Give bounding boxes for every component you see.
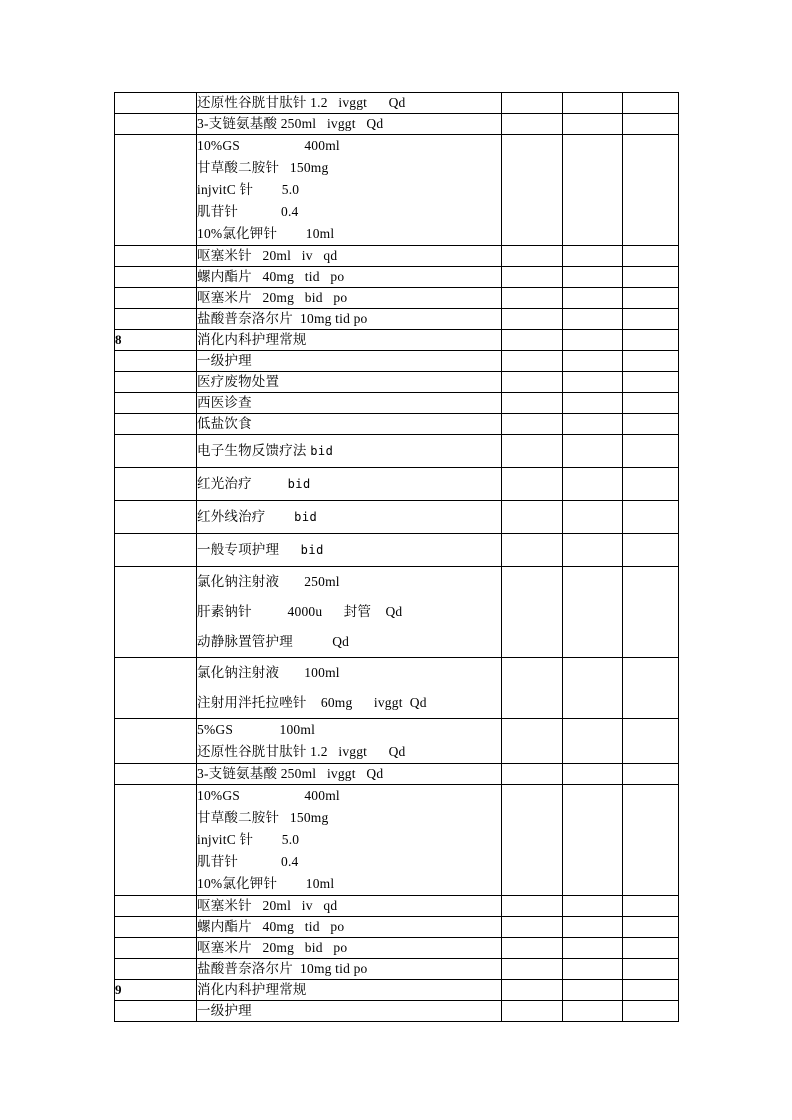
- date-column-cell: [563, 393, 623, 414]
- signature-column-cell: [502, 309, 563, 330]
- date-column-cell: [563, 351, 623, 372]
- order-content-cell: 一级护理: [197, 1001, 502, 1022]
- order-number-cell-empty: [115, 468, 197, 501]
- order-line: 注射用泮托拉唑针 60mg ivggt Qd: [197, 695, 427, 710]
- frequency-label: bid: [294, 510, 318, 524]
- signature-column-cell: [502, 246, 563, 267]
- nurse-column-cell: [623, 93, 679, 114]
- table-row: [115, 288, 679, 309]
- nurse-column-cell: [623, 658, 679, 719]
- order-number-cell-empty: [115, 785, 197, 896]
- table-row: [115, 393, 679, 414]
- order-content-cell: 医疗废物处置: [197, 372, 502, 393]
- nurse-column-cell: [623, 114, 679, 135]
- signature-column-cell: [502, 658, 563, 719]
- order-line: 氯化钠注射液 100ml: [197, 665, 340, 680]
- therapy-label: 红外线治疗: [197, 509, 266, 524]
- order-content-cell: 消化内科护理常规: [197, 330, 502, 351]
- signature-column-cell: [502, 114, 563, 135]
- signature-column-cell: [502, 468, 563, 501]
- order-content-cell: 西医诊查: [197, 393, 502, 414]
- nurse-column-cell: [623, 468, 679, 501]
- nurse-column-cell: [623, 414, 679, 435]
- order-content-cell: [197, 567, 502, 658]
- date-column-cell: [563, 959, 623, 980]
- table-row: [115, 785, 679, 896]
- therapy-label: 红光治疗: [197, 476, 252, 491]
- table-row: [115, 719, 679, 764]
- order-content-cell: [197, 501, 502, 534]
- nurse-column-cell: [623, 351, 679, 372]
- order-content-cell: 消化内科护理常规: [197, 980, 502, 1001]
- order-number-cell-empty: [115, 393, 197, 414]
- signature-column-cell: [502, 567, 563, 658]
- order-line: 动静脉置管护理 Qd: [197, 634, 350, 649]
- order-number-cell-empty: [115, 267, 197, 288]
- signature-column-cell: [502, 351, 563, 372]
- table-row: [115, 764, 679, 785]
- date-column-cell: [563, 785, 623, 896]
- medical-order-table: [114, 92, 679, 1022]
- order-content-cell: [197, 135, 502, 246]
- nurse-column-cell: [623, 267, 679, 288]
- table-row: [115, 501, 679, 534]
- order-content-cell: 3-支链氨基酸 250ml ivggt Qd: [197, 114, 502, 135]
- order-number-cell-empty: [115, 1001, 197, 1022]
- table-row: [115, 246, 679, 267]
- date-column-cell: [563, 567, 623, 658]
- date-column-cell: [563, 309, 623, 330]
- order-content-cell: 呕塞米片 20mg bid po: [197, 288, 502, 309]
- signature-column-cell: [502, 938, 563, 959]
- order-line: injvitC 针 5.0: [197, 182, 300, 197]
- signature-column-cell: [502, 959, 563, 980]
- table-row: [115, 468, 679, 501]
- order-content-cell: [197, 658, 502, 719]
- nurse-column-cell: [623, 785, 679, 896]
- table-row: [115, 114, 679, 135]
- signature-column-cell: [502, 764, 563, 785]
- order-number-cell-empty: [115, 372, 197, 393]
- order-line: 肝素钠针 4000u 封管 Qd: [197, 604, 403, 619]
- date-column-cell: [563, 372, 623, 393]
- frequency-label: bid: [300, 543, 324, 557]
- nurse-column-cell: [623, 393, 679, 414]
- frequency-label: bid: [287, 477, 311, 491]
- order-content-cell: 呕塞米片 20mg bid po: [197, 938, 502, 959]
- signature-column-cell: [502, 501, 563, 534]
- signature-column-cell: [502, 267, 563, 288]
- signature-column-cell: [502, 93, 563, 114]
- order-number-cell: 8: [115, 330, 197, 351]
- order-line: 10%GS 400ml: [197, 138, 340, 153]
- nurse-column-cell: [623, 435, 679, 468]
- therapy-label: 一般专项护理: [197, 542, 280, 557]
- order-number-cell-empty: [115, 351, 197, 372]
- order-number-cell-empty: [115, 917, 197, 938]
- signature-column-cell: [502, 435, 563, 468]
- signature-column-cell: [502, 135, 563, 246]
- table-row: [115, 896, 679, 917]
- date-column-cell: [563, 93, 623, 114]
- signature-column-cell: [502, 330, 563, 351]
- order-content-cell: 还原性谷胱甘肽针 1.2 ivggt Qd: [197, 93, 502, 114]
- nurse-column-cell: [623, 567, 679, 658]
- date-column-cell: [563, 719, 623, 764]
- date-column-cell: [563, 917, 623, 938]
- nurse-column-cell: [623, 719, 679, 764]
- date-column-cell: [563, 764, 623, 785]
- order-line: 肌苷针 0.4: [197, 854, 299, 869]
- nurse-column-cell: [623, 534, 679, 567]
- signature-column-cell: [502, 719, 563, 764]
- order-content-cell: 低盐饮食: [197, 414, 502, 435]
- order-number-cell-empty: [115, 534, 197, 567]
- order-number-cell-empty: [115, 414, 197, 435]
- order-line: 5%GS 100ml: [197, 722, 316, 737]
- order-number-cell-empty: [115, 309, 197, 330]
- date-column-cell: [563, 135, 623, 246]
- spacer: [279, 542, 300, 557]
- nurse-column-cell: [623, 330, 679, 351]
- order-number-cell: 9: [115, 980, 197, 1001]
- frequency-label: bid: [310, 444, 334, 458]
- nurse-column-cell: [623, 288, 679, 309]
- order-content-cell: [197, 534, 502, 567]
- date-column-cell: [563, 114, 623, 135]
- order-line-group: [197, 785, 501, 895]
- nurse-column-cell: [623, 980, 679, 1001]
- order-content-cell: 3-支链氨基酸 250ml ivggt Qd: [197, 764, 502, 785]
- nurse-column-cell: [623, 372, 679, 393]
- table-row: [115, 93, 679, 114]
- order-line: injvitC 针 5.0: [197, 832, 300, 847]
- order-content-cell: 螺内酯片 40mg tid po: [197, 917, 502, 938]
- table-row: [115, 980, 679, 1001]
- order-content-cell: 盐酸普奈洛尔片 10mg tid po: [197, 959, 502, 980]
- spacer: [252, 476, 288, 491]
- order-line-group: [197, 719, 501, 763]
- date-column-cell: [563, 896, 623, 917]
- table-row: [115, 1001, 679, 1022]
- nurse-column-cell: [623, 896, 679, 917]
- table-row: [115, 351, 679, 372]
- nurse-column-cell: [623, 959, 679, 980]
- signature-column-cell: [502, 785, 563, 896]
- date-column-cell: [563, 938, 623, 959]
- date-column-cell: [563, 435, 623, 468]
- signature-column-cell: [502, 393, 563, 414]
- order-content-cell: 盐酸普奈洛尔片 10mg tid po: [197, 309, 502, 330]
- order-number-cell-empty: [115, 764, 197, 785]
- order-content-cell: 呕塞米针 20ml iv qd: [197, 246, 502, 267]
- order-number-cell-empty: [115, 435, 197, 468]
- table-body: [115, 93, 679, 1022]
- order-content-cell: 螺内酯片 40mg tid po: [197, 267, 502, 288]
- nurse-column-cell: [623, 309, 679, 330]
- signature-column-cell: [502, 534, 563, 567]
- therapy-label: 电子生物反馈疗法: [197, 443, 307, 458]
- order-content-cell: [197, 468, 502, 501]
- table-row: [115, 435, 679, 468]
- table-row: [115, 309, 679, 330]
- nurse-column-cell: [623, 135, 679, 246]
- order-number-cell-empty: [115, 938, 197, 959]
- order-line: 甘草酸二胺针 150mg: [197, 810, 329, 825]
- order-content-cell: 呕塞米针 20ml iv qd: [197, 896, 502, 917]
- order-number-cell-empty: [115, 288, 197, 309]
- spacer: [266, 509, 295, 524]
- table-row: [115, 658, 679, 719]
- date-column-cell: [563, 501, 623, 534]
- date-column-cell: [563, 330, 623, 351]
- order-line: 甘草酸二胺针 150mg: [197, 160, 329, 175]
- nurse-column-cell: [623, 764, 679, 785]
- order-number-cell-empty: [115, 114, 197, 135]
- table-row: [115, 414, 679, 435]
- order-content-cell: [197, 435, 502, 468]
- table-row: [115, 567, 679, 658]
- order-number-cell-empty: [115, 93, 197, 114]
- nurse-column-cell: [623, 246, 679, 267]
- date-column-cell: [563, 534, 623, 567]
- table-row: [115, 372, 679, 393]
- order-number-cell-empty: [115, 135, 197, 246]
- table-row: [115, 534, 679, 567]
- date-column-cell: [563, 246, 623, 267]
- signature-column-cell: [502, 980, 563, 1001]
- order-line: 10%氯化钾针 10ml: [197, 226, 335, 241]
- order-content-cell: [197, 785, 502, 896]
- date-column-cell: [563, 288, 623, 309]
- order-content-cell: 一级护理: [197, 351, 502, 372]
- order-line-group: [197, 658, 501, 718]
- order-line: 氯化钠注射液 250ml: [197, 574, 340, 589]
- order-number-cell-empty: [115, 719, 197, 764]
- order-line: 10%GS 400ml: [197, 788, 340, 803]
- order-line-group: [197, 567, 501, 657]
- order-number-cell-empty: [115, 658, 197, 719]
- order-line-group: [197, 135, 501, 245]
- order-line: 肌苷针 0.4: [197, 204, 299, 219]
- date-column-cell: [563, 1001, 623, 1022]
- nurse-column-cell: [623, 917, 679, 938]
- date-column-cell: [563, 414, 623, 435]
- signature-column-cell: [502, 288, 563, 309]
- date-column-cell: [563, 468, 623, 501]
- order-number-cell-empty: [115, 246, 197, 267]
- table-row: [115, 917, 679, 938]
- nurse-column-cell: [623, 938, 679, 959]
- nurse-column-cell: [623, 501, 679, 534]
- date-column-cell: [563, 658, 623, 719]
- table-row: [115, 330, 679, 351]
- table-row: [115, 959, 679, 980]
- order-content-cell: [197, 719, 502, 764]
- date-column-cell: [563, 267, 623, 288]
- signature-column-cell: [502, 414, 563, 435]
- order-line: 10%氯化钾针 10ml: [197, 876, 335, 891]
- signature-column-cell: [502, 1001, 563, 1022]
- order-line: 还原性谷胱甘肽针 1.2 ivggt Qd: [197, 744, 406, 759]
- table-row: [115, 267, 679, 288]
- signature-column-cell: [502, 896, 563, 917]
- order-number-cell-empty: [115, 567, 197, 658]
- nurse-column-cell: [623, 1001, 679, 1022]
- table-row: [115, 938, 679, 959]
- table-row: [115, 135, 679, 246]
- order-number-cell-empty: [115, 501, 197, 534]
- date-column-cell: [563, 980, 623, 1001]
- signature-column-cell: [502, 917, 563, 938]
- signature-column-cell: [502, 372, 563, 393]
- order-number-cell-empty: [115, 959, 197, 980]
- order-number-cell-empty: [115, 896, 197, 917]
